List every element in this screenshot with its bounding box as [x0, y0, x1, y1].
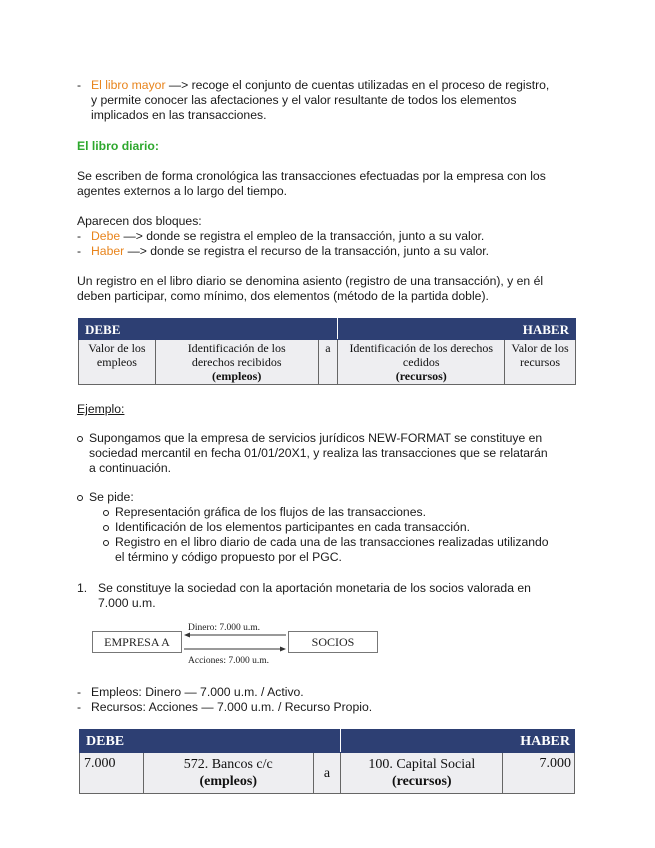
libro-mayor-line1: El libro mayor —> recoge el conjunto de cuentas utilizadas en el proceso de registro,	[91, 78, 550, 92]
debe-line: Debe —> donde se registra el empleo de la transacción, junto a su valor.	[91, 229, 485, 243]
header-spacer	[318, 319, 338, 340]
circle-bullet-icon	[103, 510, 109, 516]
se-pide-item2: Identificación de los elementos participantes en cada transacción.	[115, 520, 471, 534]
se-pide-item3-line2: el término y código propuesto por el PGC.	[115, 550, 342, 564]
para1-line2: agentes externos a lo largo del tiempo.	[77, 184, 288, 198]
haber-header: HABER	[341, 730, 575, 753]
arrow-right-icon	[184, 647, 286, 652]
libro-mayor-term: El libro mayor	[91, 78, 166, 92]
dash-marker: -	[77, 685, 82, 699]
paso1-number: 1.	[77, 581, 88, 595]
header-spacer	[313, 730, 341, 753]
circle-bullet-icon	[77, 436, 83, 442]
haber-line: Haber —> donde se registra el recurso de la transacción, junto a su valor.	[91, 244, 490, 258]
se-pide-item1: Representación gráfica de los flujos de las transacciones.	[115, 505, 426, 519]
a-cell: a	[313, 753, 341, 794]
empresa-a-box: EMPRESA A	[92, 631, 182, 653]
valor-empleos-cell: Valor de los empleos	[79, 340, 156, 385]
valor-haber-cell: 7.000	[503, 753, 575, 794]
recursos-line: Recursos: Acciones — 7.000 u.m. / Recurso Propio.	[91, 700, 373, 714]
heading-libro-diario: El libro diario:	[77, 139, 159, 153]
debe-header: DEBE	[79, 319, 319, 340]
dash-marker: -	[77, 700, 82, 714]
asiento-1-table	[79, 729, 575, 794]
ejemplo-label: Ejemplo:	[77, 402, 125, 416]
valor-debe-cell: 7.000	[80, 753, 144, 794]
a-cell: a	[318, 340, 338, 385]
socios-box: SOCIOS	[288, 631, 378, 653]
supongamos-line2: sociedad mercantil en fecha 01/01/20X1, y realiza las transacciones que se relatarán	[89, 446, 548, 460]
haber-header: HABER	[338, 319, 576, 340]
paso1-line2: 7.000 u.m.	[98, 596, 156, 610]
debe-term: Debe	[91, 229, 121, 243]
dash-marker: -	[77, 78, 82, 92]
libro-mayor-line3: implicados en las transacciones.	[91, 108, 267, 122]
se-pide-item3-line1: Registro en el libro diario de cada una de las transacciones realizadas utilizando	[115, 535, 549, 549]
flow-arrows	[182, 630, 288, 654]
empleos-line: Empleos: Dinero — 7.000 u.m. / Activo.	[91, 685, 304, 699]
circle-bullet-icon	[103, 525, 109, 531]
asiento-template-table	[78, 318, 576, 385]
dash-marker: -	[77, 229, 82, 243]
acciones-label: Acciones: 7.000 u.m.	[188, 656, 270, 666]
derechos-cedidos-cell: Identificación de los derechos cedidos (recursos)	[338, 340, 505, 385]
para2-line2: deben participar, como mínimo, dos elementos (método de la partida doble).	[77, 289, 489, 303]
supongamos-line1: Supongamos que la empresa de servicios jurídicos NEW-FORMAT se constituye en	[89, 431, 543, 445]
derechos-recibidos-cell: Identificación de los derechos recibidos (empleos)	[155, 340, 318, 385]
supongamos-line3: a continuación.	[89, 461, 171, 475]
cuenta-haber-cell: 100. Capital Social (recursos)	[341, 753, 503, 794]
para2-line1: Un registro en el libro diario se denomina asiento (registro de una transacción), y en él	[77, 274, 544, 288]
para1-line1: Se escriben de forma cronológica las transacciones efectuadas por la empresa con los	[77, 169, 546, 183]
libro-mayor-line2: y permite conocer las afectaciones y el valor resultante de todos los elementos	[91, 93, 517, 107]
haber-term: Haber	[91, 244, 125, 258]
arrow-left-icon	[184, 633, 286, 638]
dash-marker: -	[77, 244, 82, 258]
cuenta-debe-cell: 572. Bancos c/c (empleos)	[143, 753, 313, 794]
circle-bullet-icon	[103, 540, 109, 546]
bloques-intro: Aparecen dos bloques:	[77, 214, 202, 228]
debe-header: DEBE	[80, 730, 314, 753]
se-pide-label: Se pide:	[89, 490, 134, 504]
dinero-label: Dinero: 7.000 u.m.	[188, 623, 261, 633]
paso1-line1: Se constituye la sociedad con la aportación monetaria de los socios valorada en	[98, 581, 531, 595]
circle-bullet-icon	[77, 495, 83, 501]
valor-recursos-cell: Valor de los recursos	[505, 340, 576, 385]
